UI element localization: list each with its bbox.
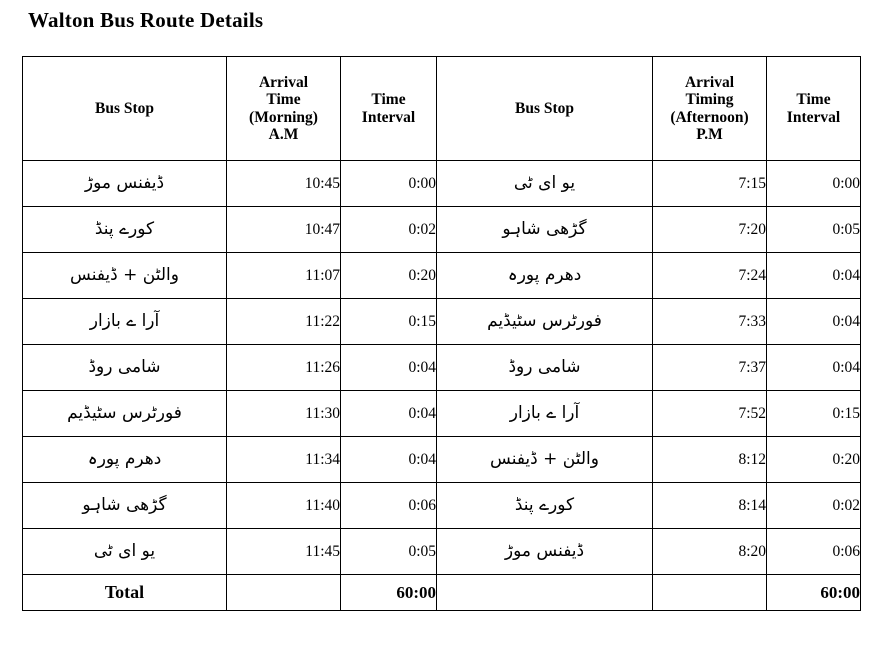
total-blank-arrival-morning (227, 575, 341, 611)
total-blank-arrival-afternoon (653, 575, 767, 611)
cell-bus-stop-morning: آرا ے بازار (23, 299, 227, 345)
table-row (23, 299, 861, 345)
table-body (23, 161, 861, 611)
cell-interval-afternoon: 0:04 (767, 253, 861, 299)
header-line-1: Arrival (258, 73, 309, 91)
column-header-arrival-timing-afternoon (653, 57, 767, 161)
cell-bus-stop-morning: شامی روڈ (23, 345, 227, 391)
table-row (23, 207, 861, 253)
cell-arrival-morning: 11:22 (227, 299, 341, 345)
cell-arrival-afternoon: 7:20 (653, 207, 767, 253)
total-row (23, 575, 861, 611)
cell-interval-afternoon: 0:04 (767, 299, 861, 345)
cell-bus-stop-afternoon: والٹن + ڈیفنس (437, 437, 653, 483)
cell-interval-morning: 0:15 (341, 299, 437, 345)
table-row (23, 253, 861, 299)
header-text: Bus Stop (94, 99, 155, 117)
cell-arrival-morning: 11:34 (227, 437, 341, 483)
cell-arrival-morning: 11:07 (227, 253, 341, 299)
total-interval-morning: 60:00 (341, 575, 437, 611)
cell-interval-afternoon: 0:06 (767, 529, 861, 575)
cell-interval-afternoon: 0:05 (767, 207, 861, 253)
cell-bus-stop-afternoon: کورے پنڈ (437, 483, 653, 529)
cell-arrival-afternoon: 7:15 (653, 161, 767, 207)
page-title: Walton Bus Route Details (28, 8, 264, 32)
column-header-time-interval-afternoon (767, 57, 861, 161)
cell-arrival-afternoon: 7:52 (653, 391, 767, 437)
table-row (23, 161, 861, 207)
cell-interval-morning: 0:02 (341, 207, 437, 253)
bus-route-table (22, 56, 861, 611)
cell-interval-afternoon: 0:04 (767, 345, 861, 391)
cell-bus-stop-afternoon: یو ای ٹی (437, 161, 653, 207)
cell-interval-afternoon: 0:02 (767, 483, 861, 529)
table-row (23, 437, 861, 483)
header-line-2: Timing (685, 91, 734, 109)
cell-interval-morning: 0:20 (341, 253, 437, 299)
cell-interval-afternoon: 0:15 (767, 391, 861, 437)
cell-bus-stop-morning: یو ای ٹی (23, 529, 227, 575)
cell-interval-morning: 0:05 (341, 529, 437, 575)
cell-arrival-afternoon: 7:24 (653, 253, 767, 299)
cell-bus-stop-morning: دھرم پورہ (23, 437, 227, 483)
table-row (23, 529, 861, 575)
cell-bus-stop-afternoon: فورٹرس سٹیڈیم (437, 299, 653, 345)
cell-bus-stop-afternoon: شامی روڈ (437, 345, 653, 391)
cell-arrival-morning: 11:40 (227, 483, 341, 529)
header-text: Bus Stop (514, 99, 575, 117)
cell-arrival-morning: 10:45 (227, 161, 341, 207)
cell-arrival-morning: 11:45 (227, 529, 341, 575)
table-header (23, 57, 861, 161)
header-line-3: (Afternoon) (670, 108, 749, 126)
header-line-4: P.M (696, 125, 723, 143)
cell-arrival-afternoon: 8:12 (653, 437, 767, 483)
cell-arrival-afternoon: 7:33 (653, 299, 767, 345)
cell-bus-stop-morning: فورٹرس سٹیڈیم (23, 391, 227, 437)
cell-arrival-morning: 11:26 (227, 345, 341, 391)
cell-interval-morning: 0:04 (341, 391, 437, 437)
cell-arrival-afternoon: 8:20 (653, 529, 767, 575)
header-line-4: A.M (268, 125, 299, 143)
cell-arrival-afternoon: 7:37 (653, 345, 767, 391)
header-line-2: Time (266, 91, 301, 109)
cell-bus-stop-afternoon: ڈیفنس موڑ (437, 529, 653, 575)
header-line-1: Time (796, 91, 831, 109)
cell-arrival-morning: 11:30 (227, 391, 341, 437)
column-header-bus-stop-afternoon (437, 57, 653, 161)
total-interval-afternoon: 60:00 (767, 575, 861, 611)
cell-bus-stop-morning: والٹن + ڈیفنس (23, 253, 227, 299)
header-line-2: Interval (786, 108, 841, 126)
cell-interval-morning: 0:00 (341, 161, 437, 207)
cell-bus-stop-afternoon: دھرم پورہ (437, 253, 653, 299)
table-row (23, 483, 861, 529)
column-header-bus-stop-morning (23, 57, 227, 161)
cell-interval-morning: 0:04 (341, 437, 437, 483)
column-header-time-interval-morning (341, 57, 437, 161)
cell-interval-morning: 0:04 (341, 345, 437, 391)
cell-bus-stop-morning: گڑھی شاہو (23, 483, 227, 529)
cell-interval-afternoon: 0:20 (767, 437, 861, 483)
cell-interval-afternoon: 0:00 (767, 161, 861, 207)
header-line-3: (Morning) (249, 108, 318, 126)
header-row (23, 57, 861, 161)
header-line-2: Interval (361, 108, 416, 126)
cell-bus-stop-morning: ڈیفنس موڑ (23, 161, 227, 207)
cell-bus-stop-afternoon: گڑھی شاہو (437, 207, 653, 253)
header-line-1: Arrival (684, 73, 735, 91)
table-row (23, 391, 861, 437)
cell-bus-stop-afternoon: آرا ے بازار (437, 391, 653, 437)
total-blank-bus-stop-afternoon (437, 575, 653, 611)
header-line-1: Time (371, 91, 406, 109)
cell-interval-morning: 0:06 (341, 483, 437, 529)
column-header-arrival-time-morning (227, 57, 341, 161)
cell-arrival-morning: 10:47 (227, 207, 341, 253)
cell-arrival-afternoon: 8:14 (653, 483, 767, 529)
table-row (23, 345, 861, 391)
cell-bus-stop-morning: کورے پنڈ (23, 207, 227, 253)
total-label: Total (23, 575, 227, 611)
